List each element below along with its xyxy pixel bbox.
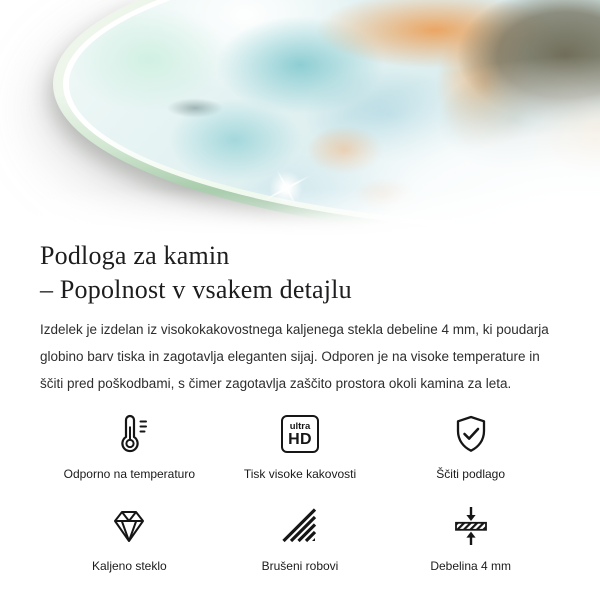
feature-tempered-glass [44,503,215,573]
ultra-hd-icon [281,411,319,457]
feature-label: Tisk visoke kakovosti [243,467,357,481]
diamond-icon [107,503,151,549]
feature-label: Debelina 4 mm [430,559,512,573]
feature-label: Odporno na temperaturo [63,467,196,481]
ultra-hd-badge-bottom-text: HD [288,430,312,448]
description-block [0,239,600,573]
feature-print-quality [215,411,386,481]
title-line-2: – Popolnost v vsakem detajlu [40,275,352,304]
feature-label: Brušeni robovi [261,559,339,573]
feature-polished-edges [215,503,386,573]
title-line-1: Podloga za kamin [40,241,230,270]
page-title [40,239,560,307]
shield-check-icon [449,411,493,457]
feature-temperature-resistant [44,411,215,481]
feature-thickness [385,503,556,573]
feature-grid [44,411,556,573]
thickness-icon [449,503,493,549]
feature-label: Kaljeno steklo [91,559,167,573]
product-image [0,0,600,236]
ultra-hd-badge [281,415,319,453]
feature-protects-surface [385,411,556,481]
beveled-edges-icon [278,503,322,549]
ultra-hd-badge-top-text: ultra [289,420,311,432]
feature-label: Ščiti podlago [436,467,506,481]
thermometer-icon [107,411,151,457]
product-description: Izdelek je izdelan iz visokokakovostnega kaljenega stekla debeline 4 mm, ki poudarja globino barv tiska in zagotavlja eleganten sijaj. Odporen je na visoke temperature in ščiti pred poškodbami, s čimer zagotavlja zaščito prostora okoli kamina za leta. [40,322,549,391]
